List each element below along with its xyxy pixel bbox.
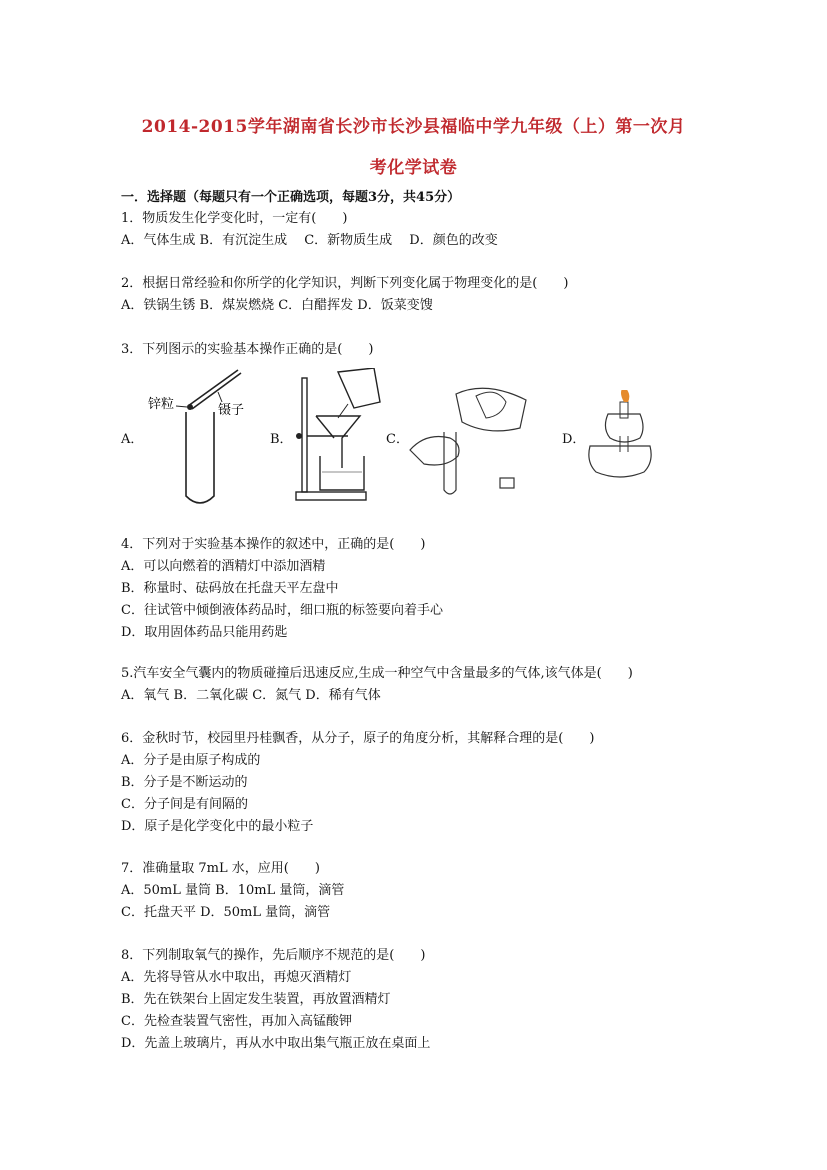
section-heading: 一．选择题（每题只有一个正确选项，每题3分，共45分） [121, 190, 461, 205]
question-4-option-a: A．可以向燃着的酒精灯中添加酒精 [121, 559, 326, 574]
question-8-option-a: A．先将导管从水中取出，再熄灭酒精灯 [121, 970, 352, 985]
question-4-stem: 4．下列对于实验基本操作的叙述中，正确的是( ) [121, 537, 426, 552]
question-7-stem: 7．准确量取 7mL 水，应用( ) [121, 861, 320, 876]
question-6-stem: 6．金秋时节，校园里丹桂飘香，从分子，原子的角度分析，其解释合理的是( ) [121, 731, 595, 746]
zinc-label: 锌粒 [148, 397, 175, 412]
figure-c-label: C． [386, 432, 409, 447]
question-4-option-d: D．取用固体药品只能用药匙 [121, 625, 288, 640]
question-6-option-a: A．分子是由原子构成的 [121, 753, 261, 768]
question-8-option-c: C．先检查装置气密性，再加入高锰酸钾 [121, 1014, 352, 1029]
question-8-option-b: B．先在铁架台上固定发生装置，再放置酒精灯 [121, 992, 391, 1007]
question-6-option-b: B．分子是不断运动的 [121, 775, 248, 790]
question-5-options: A．氧气 B．二氧化碳 C．氮气 D．稀有气体 [121, 688, 381, 703]
figure-d-label: D． [562, 432, 586, 447]
question-2-options: A．铁锅生锈 B．煤炭燃烧 C．白醋挥发 D．饭菜变馊 [121, 298, 433, 313]
question-2-stem: 2．根据日常经验和你所学的化学知识，判断下列变化属于物理变化的是( ) [121, 276, 569, 291]
question-4-option-c: C．往试管中倾倒液体药品时，细口瓶的标签要向着手心 [121, 603, 443, 618]
figure-b-label: B． [270, 432, 293, 447]
question-5-stem: 5.汽车安全气囊内的物质碰撞后迅速反应,生成一种空气中含量最多的气体,该气体是( ) [121, 666, 633, 681]
question-3-stem: 3．下列图示的实验基本操作正确的是( ) [121, 342, 374, 357]
question-6-option-d: D．原子是化学变化中的最小粒子 [121, 819, 314, 834]
figure-a-label: A． [121, 432, 144, 447]
question-1-options: A．气体生成 B．有沉淀生成 C．新物质生成 D．颜色的改变 [121, 233, 498, 248]
question-1-stem: 1．物质发生化学变化时，一定有( ) [121, 211, 348, 226]
question-8-stem: 8．下列制取氧气的操作，先后顺序不规范的是( ) [121, 948, 426, 963]
figure-d-alcohol-lamps [580, 390, 670, 490]
tweezers-label: 镊子 [218, 403, 245, 418]
exam-title-line1: 2014-2015学年湖南省长沙市长沙县福临中学九年级（上）第一次月 [141, 117, 686, 137]
question-4-option-b: B．称量时、砝码放在托盘天平左盘中 [121, 581, 339, 596]
figure-b-filtration [288, 368, 388, 504]
question-7-options-ab: A．50mL 量筒 B．10mL 量筒，滴管 [121, 883, 345, 898]
question-6-option-c: C．分子间是有间隔的 [121, 797, 248, 812]
question-7-options-cd: C．托盘天平 D．50mL 量筒，滴管 [121, 905, 331, 920]
question-8-option-d: D．先盖上玻璃片，再从水中取出集气瓶正放在桌面上 [121, 1036, 431, 1051]
figure-c-pouring-liquid [406, 372, 536, 498]
figure-a-test-tube-tweezers [140, 362, 260, 508]
exam-title-line2: 考化学试卷 [369, 158, 458, 178]
